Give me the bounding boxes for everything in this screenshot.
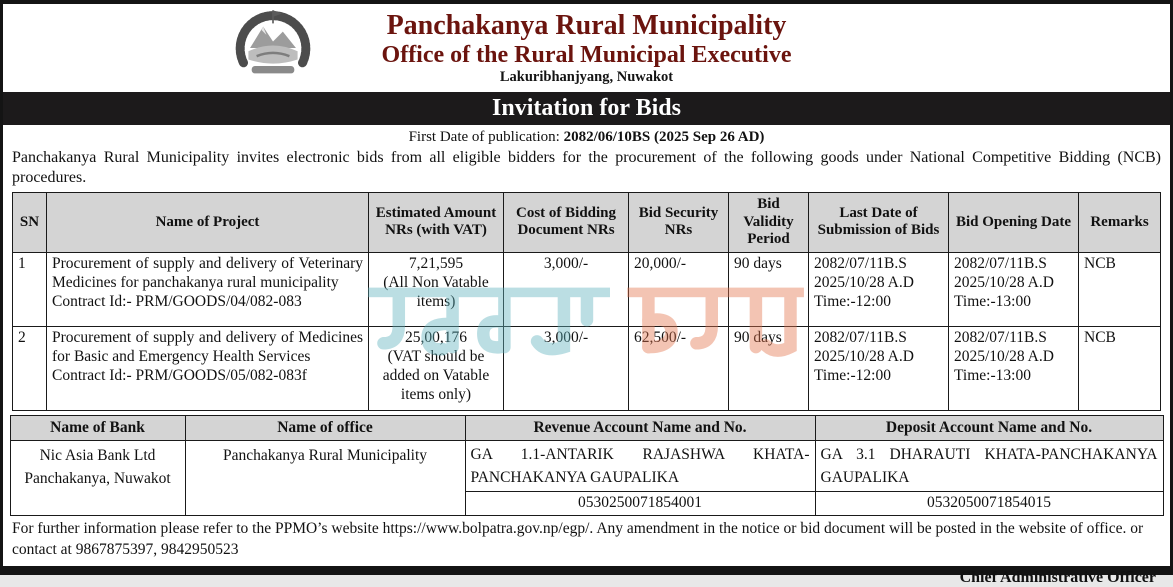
row1-opening-date [949,253,1079,327]
col-header-bank-name: Name of Bank [10,416,185,441]
row1-last-date-time: Time:-12:00 [814,292,891,310]
deposit-account-name: GA 3.1 DHARAUTI KHATA-PANCHAKANYA GAUPALIKA [815,441,1163,492]
row1-validity: 90 days [729,253,809,327]
intro-line-1: Panchakanya Rural Municipality invites electronic bids from all eligible bidders for the procurement of the following goods under National Competitive Bidding (NCB) [12,149,1161,166]
footer-text-post: . Any amendment in the notice or bid document will be posted in the website of office. or contact at 9867875397, 9842950523 [12,520,1144,559]
row2-last-date-ad: 2025/10/28 A.D [814,347,914,365]
publication-value: 2082/06/10BS (2025 Sep 26 AD) [563,129,765,145]
row2-amount-value: 25,00,176 [405,329,467,346]
document-header [3,4,1170,92]
col-header-opening-date: Bid Opening Date [949,192,1079,252]
bank-table-row-names [10,441,1163,492]
row2-opening-date-bs: 2082/07/11B.S [954,329,1047,346]
row1-sn: 1 [13,253,47,327]
row2-project-desc: Procurement of supply and delivery of Medicines for Basic and Emergency Health Services [52,329,363,365]
location-text: Lakuribhanjyang, Nuwakot [499,69,674,86]
footer-info [3,516,1170,561]
row1-project-desc: Procurement of supply and delivery of Veterinary Medicines for panchakanya rural municipality [52,255,363,291]
invitation-banner: Invitation for Bids [3,92,1170,125]
row1-bid-doc-cost: 3,000/- [504,253,629,327]
col-header-bid-security: Bid Security NRs [629,192,729,252]
office-name: Office of the Rural Municipal Executive [381,41,792,68]
row1-last-date-bs: 2082/07/11B.S [814,255,907,272]
office-name-cell: Panchakanya Rural Municipality [185,441,465,516]
row2-opening-date [949,327,1079,411]
row1-opening-date-bs: 2082/07/11B.S [954,255,1047,272]
bank-name-line1: Nic Asia Bank Ltd [39,447,156,465]
row2-project-cell [47,327,369,411]
row2-bid-doc-cost: 3,000/- [504,327,629,411]
header-titles [3,4,1170,87]
col-header-deposit-account: Deposit Account Name and No. [815,416,1163,441]
row1-bid-security: 20,000/- [629,253,729,327]
deposit-account-number: 0532050071854015 [815,492,1163,516]
revenue-account-name: GA 1.1-ANTARIK RAJASHWA KHATA-PANCHAKANYA GAUPALIKA [465,441,815,492]
bank-name-line2: Panchakanya, Nuwakot [24,469,171,487]
row1-project-cell [47,253,369,327]
row2-last-date-bs: 2082/07/11B.S [814,329,907,346]
intro-paragraph [3,146,1170,189]
bank-name-cell [10,441,185,516]
row1-last-date [809,253,949,327]
row1-opening-date-time: Time:-13:00 [954,292,1031,310]
ppmo-website-link[interactable]: https://www.bolpatra.gov.np/egp/ [382,520,590,538]
row2-contract-id: Contract Id:- PRM/GOODS/05/082-083f [52,366,307,384]
bid-table-header-row [13,192,1161,252]
signature-title: Chief Administrative Officer [959,569,1156,587]
row2-opening-date-ad: 2025/10/28 A.D [954,347,1054,365]
row2-estimated-amount [369,327,504,411]
bid-table-row-2 [13,327,1161,411]
row1-estimated-amount [369,253,504,327]
col-header-bid-doc-cost: Cost of Bidding Document NRs [504,192,629,252]
publication-label: First Date of publication: [408,129,560,145]
intro-line-2: procedures. [12,169,87,187]
col-header-office-name: Name of office [185,416,465,441]
bank-table-header-row [10,416,1163,441]
publication-date-line [3,129,1170,146]
row1-last-date-ad: 2025/10/28 A.D [814,273,914,291]
row1-opening-date-ad: 2025/10/28 A.D [954,273,1054,291]
row1-amount-value: 7,21,595 [408,255,464,272]
bank-table [10,415,1164,516]
row2-amount-note: (VAT should be added on Vatable items only) [382,347,490,403]
bid-table [12,192,1161,411]
row2-opening-date-time: Time:-13:00 [954,366,1031,384]
footer-text-pre: For further information please refer to the PPMO’s website [12,520,383,538]
row2-last-date [809,327,949,411]
col-header-validity: Bid Validity Period [729,192,809,252]
row2-sn: 2 [13,327,47,411]
row2-bid-security: 62,500/- [629,327,729,411]
col-header-revenue-account: Revenue Account Name and No. [465,416,815,441]
bid-table-row-1 [13,253,1161,327]
row2-last-date-time: Time:-12:00 [814,366,891,384]
row1-amount-note: (All Non Vatable items) [383,273,489,310]
municipality-name: Panchakanya Rural Municipality [386,10,787,41]
col-header-last-date: Last Date of Submission of Bids [809,192,949,252]
row1-remarks: NCB [1079,253,1161,327]
col-header-remarks: Remarks [1079,192,1161,252]
row2-validity: 90 days [729,327,809,411]
col-header-sn: SN [13,192,47,252]
nepal-emblem-logo [232,7,314,89]
row2-remarks: NCB [1079,327,1161,411]
revenue-account-number: 0530250071854001 [465,492,815,516]
row1-contract-id: Contract Id:- PRM/GOODS/04/082-083 [52,292,302,310]
col-header-project: Name of Project [47,192,369,252]
col-header-estimated-amount: Estimated Amount NRs (with VAT) [369,192,504,252]
